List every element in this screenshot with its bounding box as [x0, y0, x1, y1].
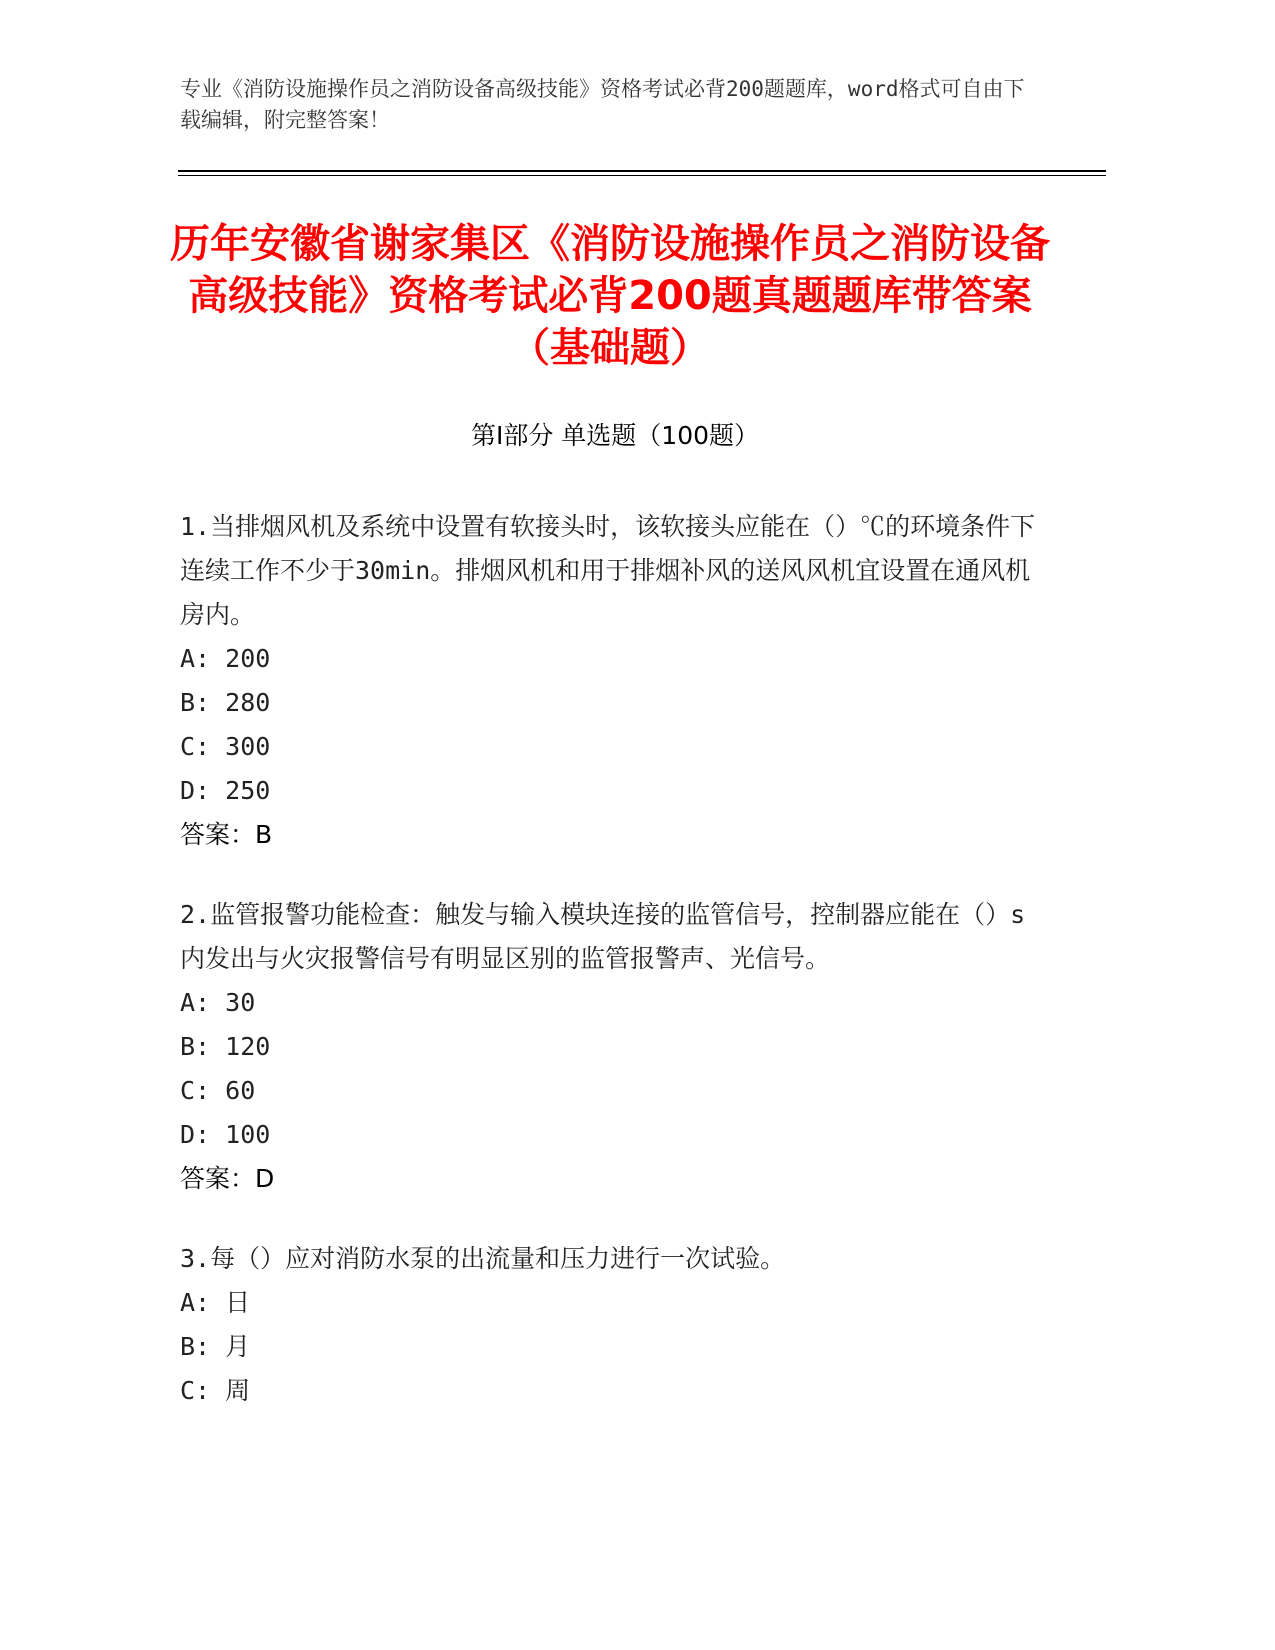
option-d: D: 100: [180, 1120, 271, 1149]
option-c: C: 周: [180, 1376, 251, 1405]
question-text: 3.每（）应对消防水泵的出流量和压力进行一次试验。: [180, 1244, 786, 1273]
option-b: B: 120: [180, 1032, 271, 1061]
header-divider-thin: [178, 175, 1106, 176]
option-a: A: 200: [180, 644, 271, 673]
question-text: 2.监管报警功能检查：触发与输入模块连接的监管信号，控制器应能在（）s内发出与火灾报警信号有明显区别的监管报警声、光信号。: [180, 900, 1026, 973]
question-1: [180, 505, 1040, 857]
option-c: C: 60: [180, 1076, 256, 1105]
header-divider-thick: [178, 170, 1106, 172]
header-note: 专业《消防设施操作员之消防设备高级技能》资格考试必背200题题库，word格式可自由下载编辑，附完整答案！: [180, 77, 1025, 132]
question-3: [180, 1237, 1040, 1413]
option-a: A: 30: [180, 988, 256, 1017]
option-b: B: 月: [180, 1332, 251, 1361]
document-title: 历年安徽省谢家集区《消防设施操作员之消防设备高级技能》资格考试必背200题真题题库带答案（基础题）: [170, 221, 1050, 371]
answer: 答案：D: [180, 1164, 275, 1193]
question-2: [180, 893, 1040, 1201]
option-d: D: 250: [180, 776, 271, 805]
section-title: 第Ⅰ部分 单选题（100题）: [470, 421, 760, 450]
option-c: C: 300: [180, 732, 271, 761]
question-list: [180, 505, 1040, 1449]
option-b: B: 280: [180, 688, 271, 717]
answer: 答案：B: [180, 820, 273, 849]
option-a: A: 日: [180, 1288, 251, 1317]
question-text: 1.当排烟风机及系统中设置有软接头时，该软接头应能在（）℃的环境条件下连续工作不少于30min。排烟风机和用于排烟补风的送风风机宜设置在通风机房内。: [180, 512, 1036, 629]
